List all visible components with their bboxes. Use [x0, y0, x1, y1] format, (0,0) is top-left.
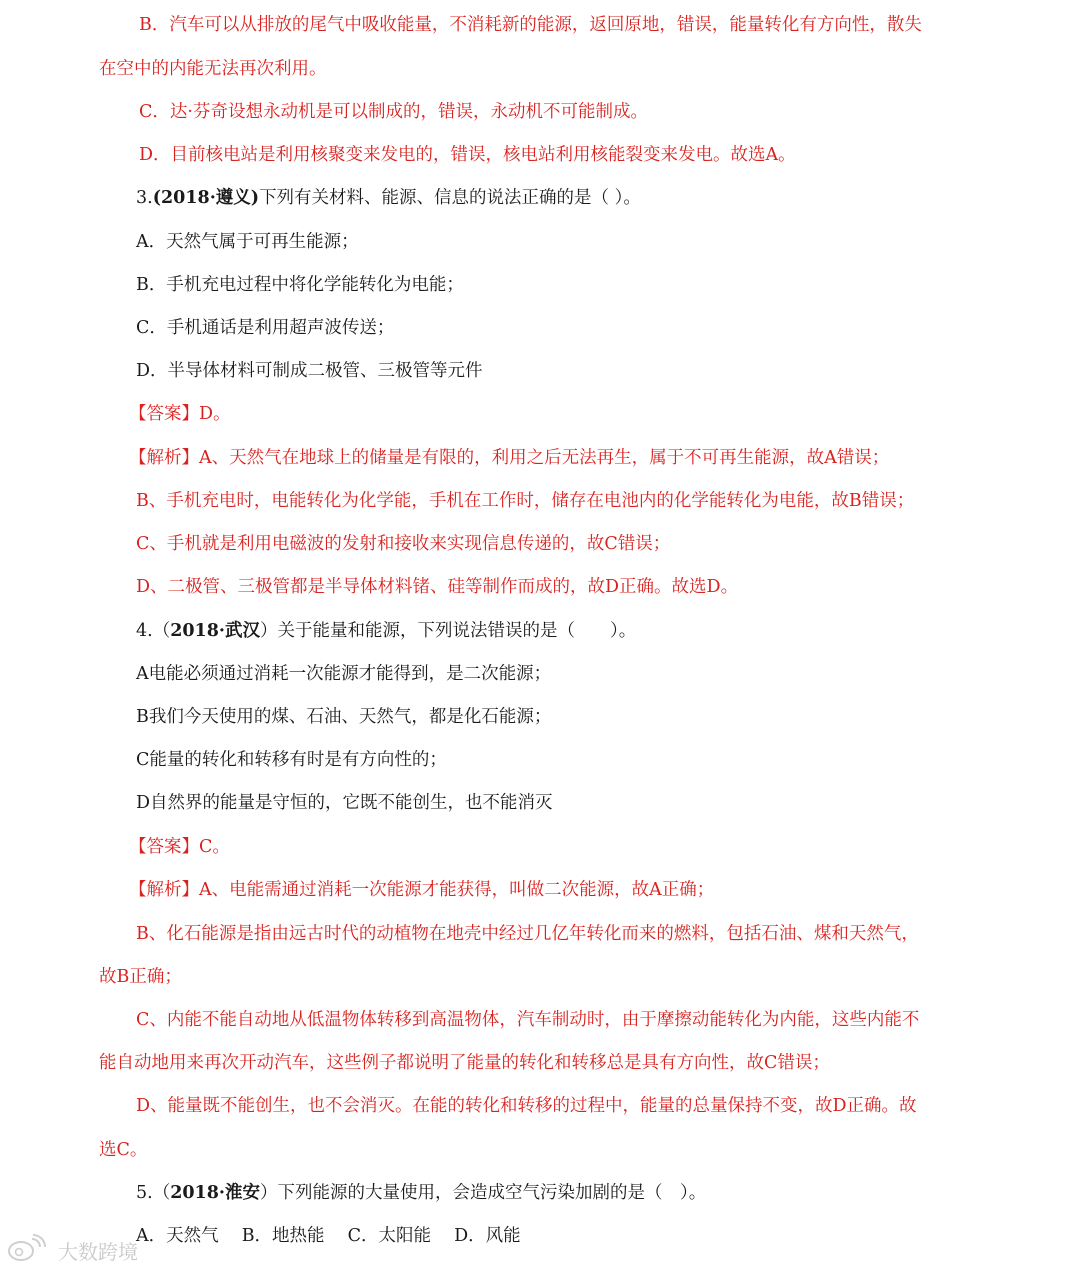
weibo-logo-icon	[6, 1233, 52, 1268]
line-2	[99, 57, 327, 81]
line-6	[136, 230, 359, 254]
text-run: 【答案】C。	[129, 837, 230, 857]
line-4	[139, 143, 796, 167]
line-10	[129, 402, 231, 426]
watermark-text: 大数跨境	[58, 1239, 138, 1264]
text-run: B我们今天使用的煤、石油、天然气，都是化石能源；	[136, 707, 552, 727]
text-run: B．汽车可以从排放的尾气中吸收能量，不消耗新的能源，返回原地，错误，能量转化有方向性，散失	[139, 15, 922, 35]
line-13	[136, 532, 670, 556]
text-run: (2018·遵义)	[152, 188, 260, 208]
text-run: 5.（	[136, 1183, 171, 1203]
text-run: D、二极管、三极管都是半导体材料锗、硅等制作而成的，故D正确。故选D。	[136, 577, 739, 597]
text-run: C．手机通话是利用超声波传送；	[136, 318, 395, 338]
text-run: 【解析】A、电能需通过消耗一次能源才能获得，叫做二次能源，故A正确；	[129, 880, 715, 900]
line-26	[136, 1094, 917, 1118]
text-run: 【解析】A、天然气在地球上的储量是有限的，利用之后无法再生，属于不可再生能源，故A错误；	[129, 448, 890, 468]
line-12	[136, 489, 914, 513]
text-run: ）下列能源的大量使用，会造成空气污染加剧的是（ ）。	[260, 1183, 707, 1203]
line-11	[129, 446, 889, 470]
text-run: 能自动地用来再次开动汽车，这些例子都说明了能量的转化和转移总是具有方向性，故C错误；	[99, 1053, 830, 1073]
line-14	[136, 575, 738, 599]
line-16	[136, 662, 551, 686]
line-21	[129, 878, 714, 902]
line-28	[136, 1181, 706, 1205]
text-run: D、能量既不能创生，也不会消灭。在能的转化和转移的过程中，能量的总量保持不变，故D正确。故	[136, 1096, 917, 1116]
line-1	[139, 13, 922, 37]
line-15	[136, 619, 636, 643]
text-run: C．达·芬奇设想永动机是可以制成的，错误，永动机不可能制成。	[139, 102, 648, 122]
text-run: D自然界的能量是守恒的，它既不能创生，也不能消灭	[136, 793, 553, 813]
text-run: C能量的转化和转移有时是有方向性的；	[136, 750, 447, 770]
line-5	[136, 186, 641, 210]
line-8	[136, 316, 394, 340]
text-run: 在空中的内能无法再次利用。	[99, 59, 327, 79]
line-9	[136, 359, 483, 383]
line-29	[136, 1224, 521, 1248]
line-25	[99, 1051, 830, 1075]
text-run: D．目前核电站是利用核聚变来发电的，错误，核电站利用核能裂变来发电。故选A。	[139, 145, 796, 165]
text-run: C、手机就是利用电磁波的发射和接收来实现信息传递的，故C错误；	[136, 534, 671, 554]
text-run: 选C。	[99, 1140, 148, 1160]
text-run: 2018·淮安	[170, 1183, 261, 1203]
line-20	[129, 835, 230, 859]
text-run: B．手机充电过程中将化学能转化为电能；	[136, 275, 464, 295]
text-run: A．天然气 B．地热能 C．太阳能 D．风能	[136, 1226, 521, 1246]
text-run: ）关于能量和能源，下列说法错误的是（ ）。	[260, 621, 637, 641]
text-run: A电能必须通过消耗一次能源才能得到，是二次能源；	[136, 664, 552, 684]
line-27	[99, 1138, 147, 1162]
text-run: 下列有关材料、能源、信息的说法正确的是（ ）。	[259, 188, 641, 208]
text-run: 4.（	[136, 621, 171, 641]
line-24	[136, 1008, 919, 1032]
line-18	[136, 748, 447, 772]
line-19	[136, 791, 553, 815]
text-run: A．天然气属于可再生能源；	[136, 232, 359, 252]
text-run: 2018·武汉	[170, 621, 261, 641]
text-run: B、手机充电时，电能转化为化学能，手机在工作时，储存在电池内的化学能转化为电能，故B错误；	[136, 491, 915, 511]
line-23	[99, 965, 182, 989]
text-run: C、内能不能自动地从低温物体转移到高温物体，汽车制动时，由于摩擦动能转化为内能，这些内能不	[136, 1010, 920, 1030]
line-7	[136, 273, 464, 297]
text-run: D．半导体材料可制成二极管、三极管等元件	[136, 361, 483, 381]
text-run: 3.	[136, 188, 153, 208]
text-run: 故B正确；	[99, 967, 182, 987]
line-22	[136, 922, 919, 946]
text-run: 【答案】D。	[129, 404, 231, 424]
line-3	[139, 100, 648, 124]
text-run: B、化石能源是指由远古时代的动植物在地壳中经过几亿年转化而来的燃料，包括石油、煤和天然气，	[136, 924, 919, 944]
watermark	[6, 1232, 138, 1268]
line-17	[136, 705, 551, 729]
